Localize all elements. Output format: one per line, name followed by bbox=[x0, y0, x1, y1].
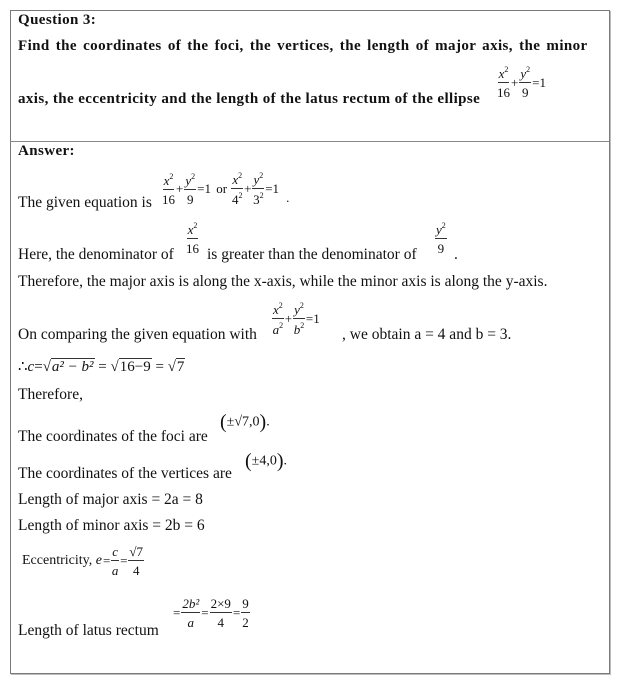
den: 4 bbox=[132, 563, 140, 578]
den: 4 bbox=[231, 192, 239, 207]
b: b bbox=[293, 322, 301, 337]
x: x bbox=[232, 172, 239, 187]
period: . bbox=[286, 189, 290, 205]
den: 16 bbox=[162, 191, 175, 207]
question-line-1: Find the coordinates of the foci, the vertices, the length of major axis, the minor bbox=[18, 38, 588, 54]
num: 2×9 bbox=[210, 596, 231, 611]
latus-rectum-formula: = $\frac{\text{2b²}}{a}$ = $\frac{2\times 9}{4}$ = $\frac{9}{2}$ bbox=[173, 596, 249, 630]
vertices-coordinates: ±4,0 bbox=[251, 453, 277, 469]
question-heading: Question 3: bbox=[18, 12, 97, 28]
vertices-value: (±4,0). bbox=[245, 450, 288, 472]
num: c bbox=[112, 544, 119, 559]
y: y bbox=[294, 302, 300, 317]
radicand-1: a² − b² bbox=[51, 359, 94, 375]
equals-one: =1 bbox=[532, 74, 546, 90]
a: a bbox=[272, 322, 280, 337]
num: 9 bbox=[242, 596, 249, 611]
rhs: =1 bbox=[305, 311, 320, 326]
major-axis-statement: Therefore, the major axis is along the x-axis, while the minor axis is along the y-axis. bbox=[18, 273, 548, 290]
denominator-frac-x: $\frac{x^2}{16}$ bbox=[186, 221, 199, 256]
or-text: or bbox=[216, 181, 228, 196]
minor-axis-length: Length of minor axis = 2b = 6 bbox=[18, 517, 205, 534]
rhs: =1 bbox=[265, 181, 280, 196]
foci-label: The coordinates of the foci are bbox=[18, 428, 208, 445]
eq: = bbox=[98, 359, 107, 375]
den: 3 bbox=[253, 192, 260, 207]
section-divider bbox=[10, 141, 609, 142]
c: c bbox=[27, 359, 35, 375]
comparing-text-2: , we obtain a = 4 and b = 3. bbox=[342, 326, 512, 343]
den: 4 bbox=[217, 615, 225, 630]
radicand-3: 7 bbox=[176, 359, 185, 375]
c-calculation: ∴c=√a² − b² = √16−9 = √7 bbox=[18, 359, 185, 375]
eq: = bbox=[34, 359, 43, 375]
given-equation: $\frac{x^2}{16}$ + $\frac{y^2}{9}$ =1 or $\frac{x^2}{4^2}$ + $\frac{y^2}{3^2}$ =1. bbox=[162, 171, 290, 207]
eq-den-16: 16 bbox=[497, 85, 510, 100]
period: . bbox=[266, 414, 270, 430]
vertices-label: The coordinates of the vertices are bbox=[18, 465, 232, 482]
eq: = bbox=[155, 359, 164, 375]
num: 2b² bbox=[182, 596, 200, 611]
denominator-text-1: Here, the denominator of bbox=[18, 246, 174, 263]
period: . bbox=[283, 453, 288, 469]
den: a bbox=[187, 615, 195, 630]
y: y bbox=[185, 172, 192, 188]
den: 9 bbox=[437, 241, 445, 256]
radicand-2: 16−9 bbox=[119, 359, 151, 375]
eq-x: x bbox=[498, 66, 505, 81]
latus-rectum-label: Length of latus rectum bbox=[18, 622, 159, 639]
x: x bbox=[273, 302, 279, 317]
plus: + bbox=[511, 74, 519, 90]
rhs: =1 bbox=[197, 181, 211, 196]
eq-y: y bbox=[520, 66, 527, 81]
y: y bbox=[253, 172, 260, 187]
exp: 2 bbox=[526, 65, 531, 74]
denominator-frac-y: $\frac{y^2}{9}$ bbox=[436, 221, 446, 256]
major-axis-length: Length of major axis = 2a = 8 bbox=[18, 491, 203, 508]
given-equation-label: The given equation is bbox=[18, 194, 152, 211]
eccentricity-formula: Eccentricity, e= $\frac{c}{a}$ = $\frac{√7}{4}$ bbox=[22, 544, 144, 578]
therefore-text: Therefore, bbox=[18, 386, 83, 403]
e: e bbox=[95, 553, 102, 568]
den: 16 bbox=[186, 241, 199, 256]
denominator-text-2: is greater than the denominator of bbox=[207, 246, 417, 263]
x: x bbox=[163, 172, 170, 188]
standard-ellipse-equation: $\frac{x^2}{a^2}$ + $\frac{y^2}{b^2}$ =1 bbox=[272, 301, 320, 337]
foci-coordinates: ±√7,0 bbox=[226, 414, 260, 430]
period: . bbox=[454, 246, 458, 263]
den: 9 bbox=[186, 191, 194, 207]
eccentricity-label: Eccentricity, bbox=[22, 553, 93, 568]
comparing-text-1: On comparing the given equation with bbox=[18, 326, 257, 343]
foci-value: (±√7,0). bbox=[220, 411, 270, 433]
question-ellipse-equation bbox=[497, 66, 547, 99]
den: 2 bbox=[242, 615, 249, 630]
exp: 2 bbox=[504, 65, 509, 74]
den: a bbox=[111, 563, 119, 578]
x: x bbox=[187, 222, 194, 237]
eq-den-9: 9 bbox=[521, 85, 529, 100]
num: √7 bbox=[129, 544, 144, 559]
therefore-symbol: ∴ bbox=[18, 359, 28, 375]
question-line-2: axis, the eccentricity and the length of the latus rectum of the ellipse bbox=[18, 91, 481, 107]
answer-heading: Answer: bbox=[18, 143, 75, 159]
y: y bbox=[436, 222, 442, 237]
